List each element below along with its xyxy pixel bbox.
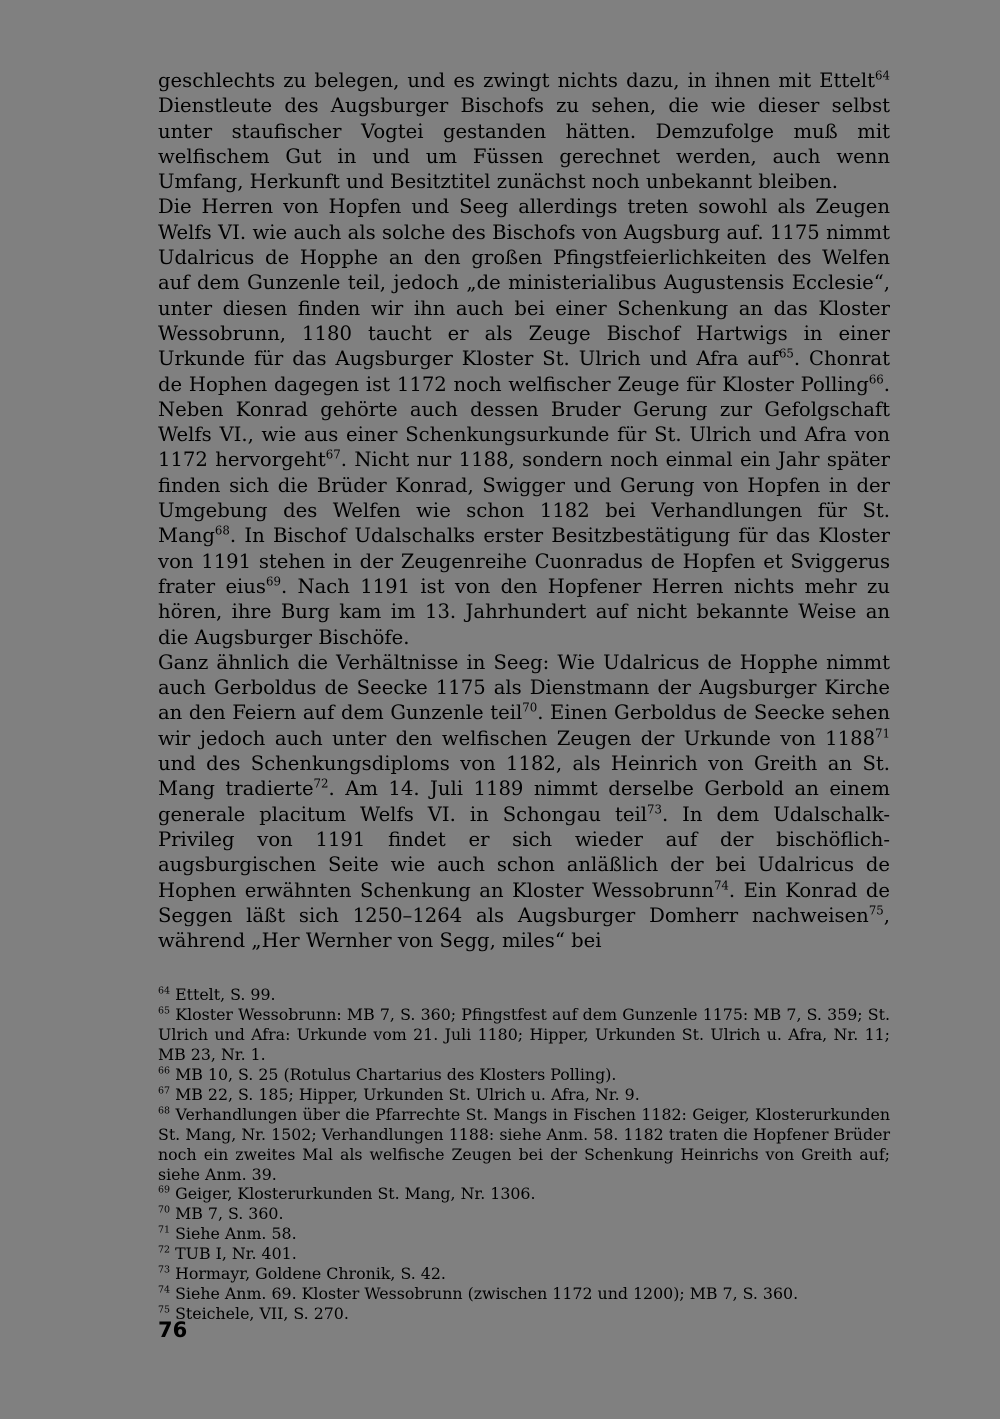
footnote-text: MB 10, S. 25 (Rotulus Chartarius des Klosters Polling). (175, 1065, 617, 1085)
footnote (158, 1244, 890, 1264)
footnote-marker: 73 (647, 802, 662, 817)
paragraph-text: . Neben Konrad gehörte auch dessen Bruder Gerung zur Gefolgschaft Welfs VI., wie aus einer Schenkungsurkunde für St. Ulrich und Afra von 1172 hervorgeht (158, 372, 890, 472)
footnote (158, 1184, 890, 1204)
footnote (158, 1304, 890, 1324)
footnote-number: 74 (158, 1284, 171, 1296)
footnote (158, 1005, 890, 1065)
footnote-text: Steichele, VII, S. 270. (175, 1303, 349, 1323)
paragraph-text: , während „Her Wernher von Segg, miles“ bei (158, 903, 890, 953)
footnote (158, 1264, 890, 1284)
paragraph-text: . Chonrat de Hophen dagegen ist 1172 noch welfischer Zeuge für Kloster Polling (158, 347, 890, 396)
footnote-number: 70 (158, 1205, 171, 1217)
footnote-marker: 67 (325, 447, 341, 462)
footnote-text: Hormayr, Goldene Chronik, S. 42. (175, 1264, 446, 1284)
footnotes (158, 985, 890, 1323)
footnote-text: Siehe Anm. 69. Kloster Wessobrunn (zwischen 1172 und 1200); MB 7, S. 360. (175, 1283, 799, 1303)
footnote-marker: 71 (875, 726, 890, 741)
footnote-number: 64 (158, 986, 171, 998)
footnote-marker: 74 (713, 877, 729, 892)
paragraph-text: . Nicht nur 1188, sondern noch einmal ein Jahr später finden sich die Brüder Konrad, Swigger und Gerung von Hopfen in der Umgebung des Welfen wie schon 1182 bei Verhandlungen für St. Mang (158, 448, 890, 548)
footnote-marker: 65 (778, 346, 794, 361)
body-paragraph (158, 68, 890, 194)
paragraph-text: . Ein Konrad de Seggen läßt sich 1250–1264 als Augsburger Domherr nachweisen (158, 878, 890, 927)
footnote-text: Verhandlungen über die Pfarrechte St. Mangs in Fischen 1182: Geiger, Klosterurkunden St. Mang, Nr. 1502; Verhandlungen 1188: siehe Anm. 58. 1182 traten die Hopfener Brüder noch ein zweites Mal als welfische Zeugen bei der Schenkung Heinrichs von Greith auf; siehe Anm. 39. (158, 1104, 890, 1184)
footnote-number: 75 (158, 1304, 171, 1316)
footnote (158, 1085, 890, 1105)
body-text (158, 68, 890, 953)
paragraph-text: . In dem Udalschalk-Privileg von 1191 findet er sich wieder auf der bischöflich-augsburgischen Seite wie auch schon anläßlich der bei Udalricus de Hophen erwähnten Schenkung an Kloster Wessobrunn (158, 802, 890, 902)
footnote-marker: 69 (265, 574, 281, 589)
paragraph-text: und des Schenkungsdiploms von 1182, als Heinrich von Greith an St. Mang tradierte (158, 752, 890, 801)
paragraph-text: . Einen Gerboldus de Seecke sehen wir jedoch auch unter den welfischen Zeugen der Urkunde von 1188 (158, 701, 890, 750)
footnote-text: Geiger, Klosterurkunden St. Mang, Nr. 1306. (175, 1184, 536, 1204)
footnote-marker: 64 (875, 68, 890, 83)
paragraph-text: . In Bischof Udalschalks erster Besitzbestätigung für das Kloster von 1191 stehen in der Zeugenreihe Cuonradus de Hopfen et Sviggerus frater eius (158, 524, 890, 598)
footnote-number: 65 (158, 1006, 171, 1018)
footnote-number: 73 (158, 1264, 171, 1276)
footnote (158, 1284, 890, 1304)
footnote-number: 66 (158, 1065, 171, 1077)
body-paragraph (158, 650, 890, 954)
footnote-marker: 72 (313, 776, 329, 791)
page-number: 76 (158, 1318, 188, 1342)
footnote-number: 71 (158, 1225, 171, 1236)
paragraph-text: geschlechts zu belegen, und es zwingt nichts dazu, in ihnen mit Ettelt (158, 69, 876, 92)
footnote (158, 1204, 890, 1224)
footnote-marker: 68 (214, 523, 230, 538)
footnote-text: TUB I, Nr. 401. (175, 1244, 297, 1264)
paragraph-text: Dienstleute des Augsburger Bischofs zu sehen, die wie dieser selbst unter staufischer Vogtei gestanden hätten. Demzufolge muß mit welfischem Gut in und um Füssen gerechnet werden, auch wenn Umfang, Herkunft und Besitztitel zunächst noch unbekannt bleiben. (158, 94, 890, 194)
footnote (158, 1224, 890, 1244)
paragraph-text: Die Herren von Hopfen und Seeg allerdings treten sowohl als Zeugen Welfs VI. wie auch als solche des Bischofs von Augsburg auf. 1175 nimmt Udalricus de Hopphe an den großen Pfingstfeierlichkeiten des Welfen auf dem Gunzenle teil, jedoch „de ministerialibus Augustensis Ecclesie“, unter diesen finden wir ihn auch bei einer Schenkung an das Kloster Wessobrunn, 1180 taucht er als Zeuge Bischof Hartwigs in einer Urkunde für das Augsburger Kloster St. Ulrich und Afra auf (158, 195, 890, 371)
footnote-number: 67 (158, 1085, 171, 1097)
page-content (158, 68, 890, 1324)
footnote (158, 1105, 890, 1185)
footnote-marker: 66 (868, 372, 884, 387)
footnote-marker: 70 (522, 700, 538, 715)
footnote (158, 1065, 890, 1085)
body-paragraph (158, 194, 890, 649)
footnote-marker: 75 (868, 903, 884, 918)
paragraph-text: . Nach 1191 ist von den Hopfener Herren nichts mehr zu hören, ihre Burg kam im 13. Jahrhundert auf nicht bekannte Weise an die Augsburger Bischöfe. (158, 574, 890, 649)
footnote-text: Kloster Wessobrunn: MB 7, S. 360; Pfingstfest auf dem Gunzenle 1175: MB 7, S. 359; St. Ulrich und Afra: Urkunde vom 21. Juli 1180; Hipper, Urkunden St. Ulrich u. Afra, Nr. 11; MB 23, Nr. 1. (158, 1005, 890, 1065)
footnote-number: 68 (158, 1105, 171, 1117)
footnote-text: MB 7, S. 360. (175, 1204, 284, 1224)
footnote-text: Siehe Anm. 58. (175, 1224, 297, 1244)
footnote-text: Ettelt, S. 99. (175, 985, 276, 1005)
footnote-number: 72 (158, 1244, 171, 1256)
footnote-text: MB 22, S. 185; Hipper, Urkunden St. Ulrich u. Afra, Nr. 9. (175, 1084, 640, 1104)
paragraph-text: . Am 14. Juli 1189 nimmt derselbe Gerbold an einem generale placitum Welfs VI. in Schongau teil (158, 777, 890, 826)
footnote-number: 69 (158, 1185, 171, 1197)
footnote (158, 985, 890, 1005)
paragraph-text: Ganz ähnlich die Verhältnisse in Seeg: Wie Udalricus de Hopphe nimmt auch Gerboldus de Seecke 1175 als Dienstmann der Augsburger Kirche an den Feiern auf dem Gunzenle teil (158, 650, 890, 725)
